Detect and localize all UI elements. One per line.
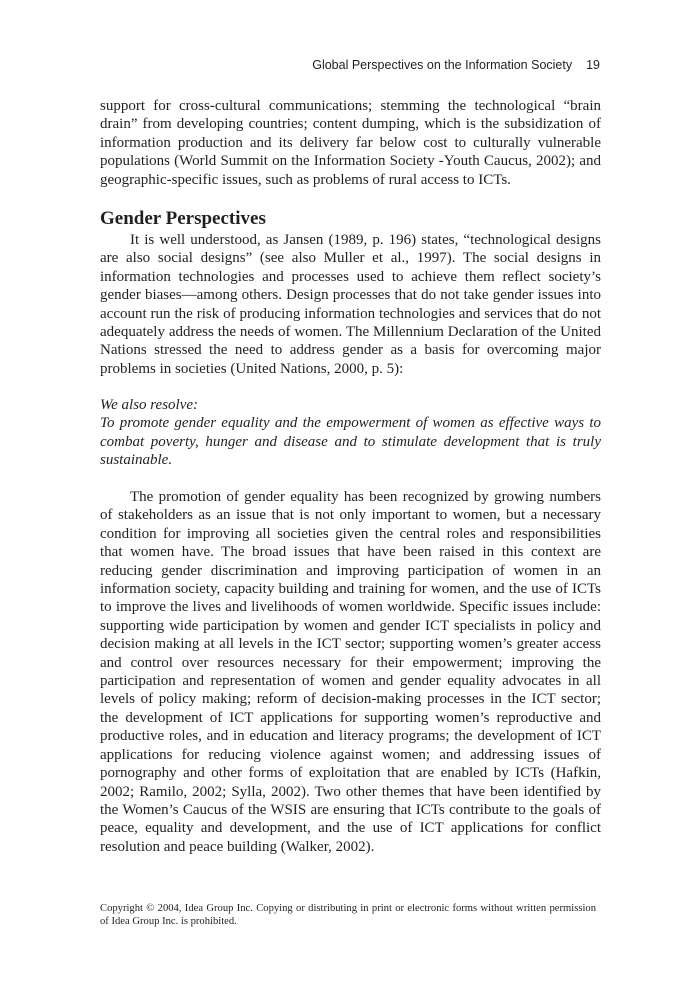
paragraph-gender-promotion: The promotion of gender equality has been recognized by growing numbers of stakeholders as an issue that is not only important to women, but a necessary condition for improving all societies given the central roles and responsibilities that women have. The broad issues that have been raised in this context are reducing gender discrimination and improving participation of women in an information society, capacity building and training for women, and the use of ICTs to improve the lives and livelihoods of women worldwide. Specific issues include: supporting wide participation by women and gender ICT specialists in policy and decision making at all levels in the ICT sector; supporting women’s greater access and control over resources necessary for their empowerment; improving the participation and representation of women and gender equality advocates in all levels of policy making; reform of decision-making processes in the ICT sector; the development of ICT applications for supporting women’s reproductive and productive roles, and in education and literacy programs; the development of ICT applications for reducing violence against women; and addressing issues of pornography and other forms of exploitation that are enabled by ICTs (Hafkin, 2002; Ramilo, 2002; Sylla, 2002). Two other themes that have been identified by the Women’s Caucus of the WSIS are ensuring that ICTs contribute to the goals of peace, equality and development, and the use of ICT applications for conflict resolution and peace building (Walker, 2002). bbox=[100, 489, 601, 855]
block-quote bbox=[100, 396, 601, 470]
running-header bbox=[312, 58, 600, 72]
running-title: Global Perspectives on the Information Society bbox=[312, 58, 573, 72]
paragraph-gender-intro: It is well understood, as Jansen (1989, p. 196) states, “technological designs are also social designs” (see also Muller et al., 1997). The social designs in information technologies and processes used to achieve them reflect society’s gender biases—among others. Design processes that do not take gender issues into account run the risk of producing information technologies and services that do not adequately address the needs of women. The Millennium Declaration of the United Nations stressed the need to address gender as a basis for overcoming major problems in societies (United Nations, 2000, p. 5): bbox=[100, 232, 601, 377]
copyright-notice: Copyright © 2004, Idea Group Inc. Copying or distributing in print or electronic forms without written permission of Idea Group Inc. is prohibited. bbox=[100, 903, 596, 927]
page-number: 19 bbox=[586, 58, 600, 72]
quote-text: To promote gender equality and the empowerment of women as effective ways to combat poverty, hunger and disease and to stimulate development that is truly sustainable. bbox=[100, 415, 601, 469]
section-heading: Gender Perspectives bbox=[100, 208, 266, 229]
quote-lead: We also resolve: bbox=[100, 397, 199, 413]
paragraph-continuation: support for cross-cultural communications; stemming the technological “brain drain” from developing countries; content dumping, which is the subsidization of information production and its delivery far below cost to culturally vulnerable populations (World Summit on the Information Society -Youth Caucus, 2002); and geographic-specific issues, such as problems of rural access to ICTs. bbox=[100, 98, 601, 188]
